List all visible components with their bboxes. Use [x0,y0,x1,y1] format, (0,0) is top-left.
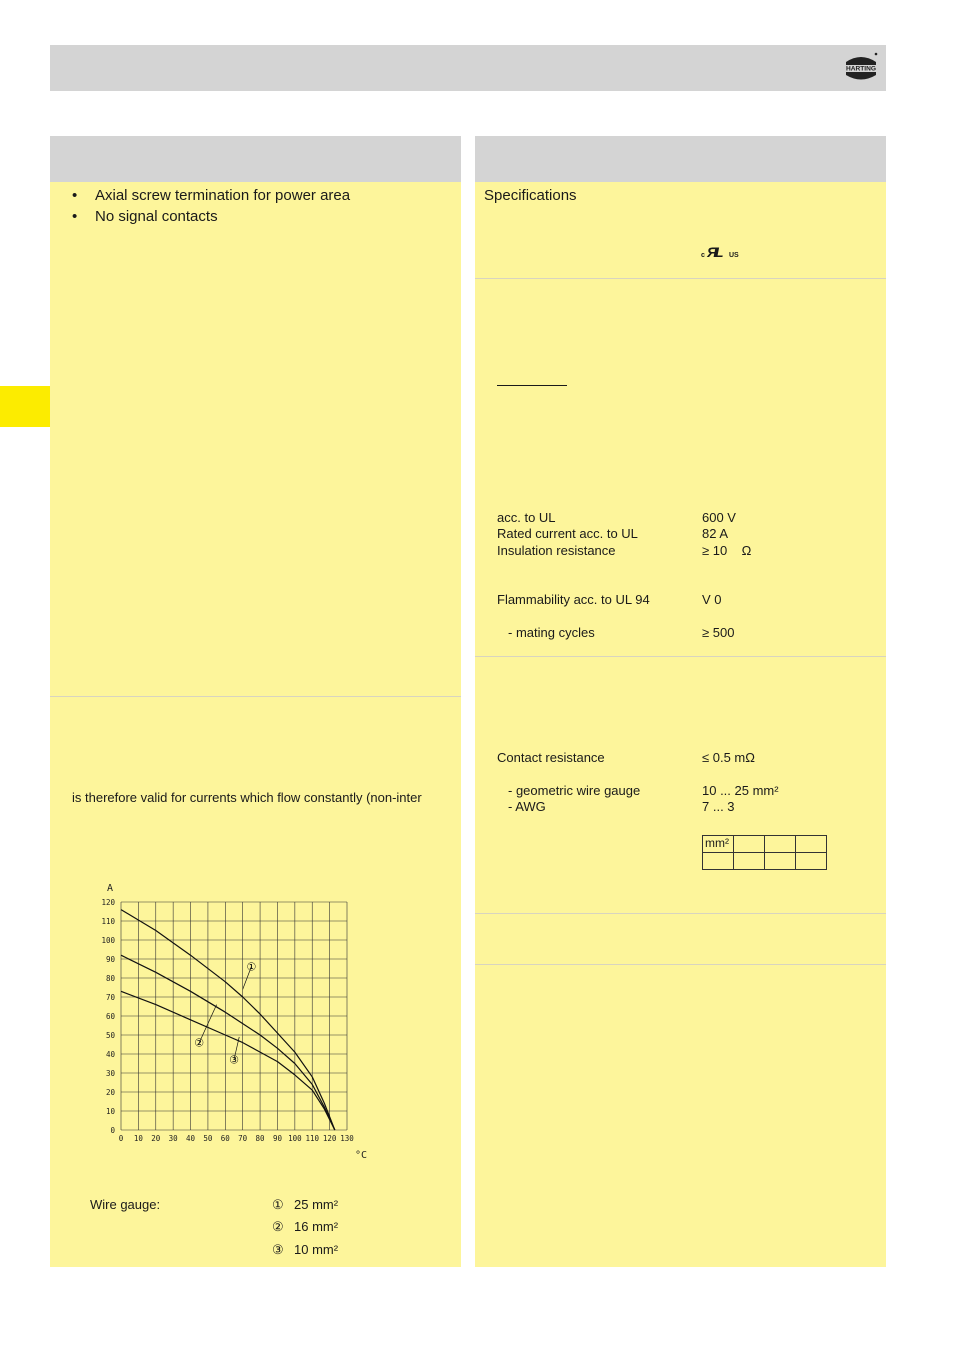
table-row [703,853,827,870]
series-line [121,991,335,1130]
annotation-label: ① [246,960,257,974]
right-column-header [475,136,886,182]
bullet: • [72,208,78,225]
x-tick-label: 60 [220,1134,230,1143]
spec-label: Rated current acc. to UL [497,526,638,541]
y-tick-label: 20 [105,1088,115,1097]
y-tick-label: 40 [105,1050,115,1059]
x-tick-label: 50 [203,1134,213,1143]
right-column-panel [475,182,886,1267]
ul-mark-icon: L [715,244,724,260]
section-tab [0,386,50,427]
x-tick-label: 40 [186,1134,196,1143]
feature-text: No signal contacts [95,208,218,225]
spec-label: acc. to UL [497,510,556,525]
x-tick-label: 110 [305,1134,320,1143]
divider [475,278,886,279]
divider [50,696,461,697]
table-cell [765,853,796,870]
spec-value: ≥ 10 Ω [702,543,752,558]
divider [475,913,886,914]
x-tick-label: 90 [272,1134,282,1143]
x-tick-label: 100 [288,1134,302,1143]
specs-title: Specifications [484,187,577,204]
harting-logo [842,50,880,86]
x-tick-label: 20 [151,1134,161,1143]
wire-gauge-table [702,835,827,870]
feature-list-item [72,186,351,206]
feature-text: Axial screw termination for power area [95,187,351,204]
legend-text: 25 mm² [294,1197,339,1212]
table-cell: mm² [703,836,734,853]
x-tick-label: 120 [322,1134,337,1143]
spec-value: 82 A [702,526,729,541]
y-tick-label: 120 [101,898,115,907]
annotation-label: ③ [229,1053,239,1067]
y-tick-label: 100 [101,936,115,945]
series-line [121,910,335,1130]
series-line [121,955,335,1130]
annotation-label: ② [194,1036,205,1050]
x-tick-label: 10 [133,1134,143,1143]
spec-label: - mating cycles [508,625,595,640]
spec-value: ≤ 0.5 mΩ [702,750,755,765]
table-row [703,836,827,853]
x-tick-label: 0 [118,1134,124,1143]
x-tick-label: 70 [238,1134,248,1143]
divider [475,964,886,965]
legend-text: 16 mm² [294,1219,339,1234]
derating-note: is therefore valid for currents which flow constantly (non-inter [72,790,422,805]
x-tick-label: 130 [340,1134,354,1143]
table-cell [796,853,827,870]
legend-symbol: ③ [272,1242,284,1257]
spec-value: 10 ... 25 mm² [702,783,779,798]
derating-chart [95,878,385,1163]
legend-symbol: ① [272,1197,284,1212]
y-tick-label: 60 [105,1012,115,1021]
spec-label: Flammability acc. to UL 94 [497,592,650,607]
x-tick-label: 80 [255,1134,265,1143]
feature-list-item [72,207,218,227]
wire-gauge-label: Wire gauge: [90,1197,161,1212]
y-tick-label: 70 [105,993,115,1002]
ul-c: c [701,252,705,259]
ul-mark-icon: Я [707,244,717,260]
y-tick-label: 110 [101,917,115,926]
left-column-header [50,136,461,182]
legend-text: 10 mm² [294,1242,339,1257]
spec-label: Contact resistance [497,750,605,765]
underline-rule [497,385,567,386]
ul-certification-mark [701,244,741,262]
header-bar [50,45,886,91]
y-tick-label: 0 [110,1126,115,1135]
y-tick-label: 50 [105,1031,115,1040]
spec-label: - AWG [508,799,546,814]
spec-value: 7 ... 3 [702,799,735,814]
ul-us: US [729,252,739,259]
table-cell [703,853,734,870]
y-tick-label: 90 [105,955,115,964]
spec-label: - geometric wire gauge [508,783,641,798]
y-axis-label: A [106,883,114,894]
table-cell [765,836,796,853]
table-cell [734,853,765,870]
y-tick-label: 80 [105,974,115,983]
spec-value: V 0 [702,592,722,607]
y-tick-label: 10 [105,1107,115,1116]
table-cell [796,836,827,853]
x-tick-label: 30 [168,1134,178,1143]
spec-value: 600 V [702,510,736,525]
y-tick-label: 30 [105,1069,115,1078]
spec-value: ≥ 500 [702,625,735,640]
logo-text: HARTING [845,65,877,73]
table-cell [734,836,765,853]
divider [475,656,886,657]
spec-label: Insulation resistance [497,543,616,558]
x-axis-label: °C [354,1150,368,1161]
bullet: • [72,187,78,204]
legend-symbol: ② [272,1219,284,1234]
